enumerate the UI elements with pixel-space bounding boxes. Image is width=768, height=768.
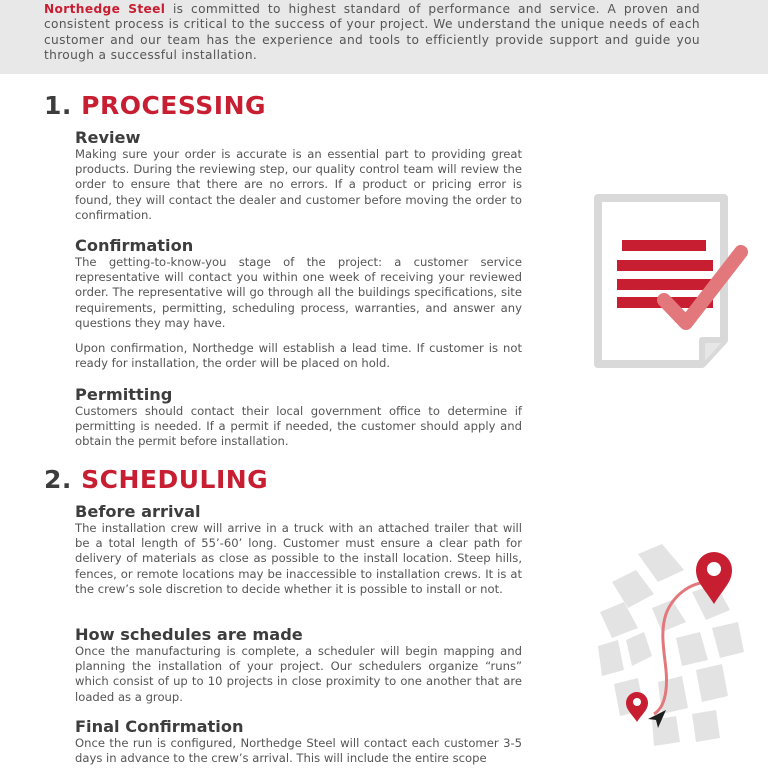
- final-confirmation-block: [75, 718, 522, 766]
- route-map-icon: [592, 542, 752, 752]
- section-number: 1.: [44, 91, 72, 120]
- before-arrival-block: [75, 503, 522, 597]
- how-schedules-body: Once the manufacturing is complete, a scheduler will begin mapping and planning the installation of your project. Our schedulers organize “runs” which consist of up to 10 projects in close proximity to one another that are loaded as a group.: [75, 644, 522, 704]
- confirmation-block: [75, 237, 522, 371]
- permitting-body: Customers should contact their local government office to determine if permitting is needed. If a permit if needed, the customer should apply and obtain the permit before installation.: [75, 404, 522, 449]
- review-heading: Review: [75, 128, 141, 147]
- before-arrival-body: The installation crew will arrive in a truck with an attached trailer that will be a total length of 55’-60’ long. Customer must ensure a clear path for delivery of materials as close as possible to the install location. Steep hills, fences, or remote locations may be inaccessible to installation crews. It is at the crew’s sole discretion to decide whether it is possible to install or not.: [75, 521, 522, 596]
- review-block: [75, 129, 522, 223]
- final-confirmation-body: Once the run is configured, Northedge Steel will contact each customer 3-5 days in advance to the crew’s arrival. This will include the entire scope: [75, 736, 522, 766]
- intro-banner: [0, 0, 768, 74]
- section-number: 2.: [44, 465, 72, 494]
- section-heading-scheduling: [44, 465, 268, 495]
- intro-text: is committed to highest standard of performance and service. A proven and consistent process is critical to the success of your project. We understand the unique needs of each customer and our team has the experience and tools to efficiently provide support and guide you through a successful installation.: [44, 2, 700, 63]
- section-title: SCHEDULING: [81, 465, 269, 494]
- confirmation-heading: Confirmation: [75, 236, 194, 255]
- final-confirmation-heading: Final Confirmation: [75, 717, 244, 736]
- permitting-heading: Permitting: [75, 385, 173, 404]
- section-heading-processing: [44, 91, 266, 121]
- how-schedules-block: [75, 626, 522, 705]
- checklist-document-icon: [590, 192, 760, 372]
- intro-paragraph: [44, 2, 700, 64]
- confirmation-body-2: Upon confirmation, Northedge will establish a lead time. If customer is not ready for installation, the order will be placed on hold.: [75, 341, 522, 371]
- confirmation-body: The getting-to-know-you stage of the project: a customer service representative will contact you within one week of receiving your reviewed order. The representative will go through all the buildings specifications, site requirements, permitting, scheduling process, warranties, and answer any questions they may have.: [75, 255, 522, 330]
- review-body: Making sure your order is accurate is an essential part to providing great products. During the reviewing step, our quality control team will review the order to ensure that there are no errors. If a product or pricing error is found, they will contact the dealer and customer before moving the order to confirmation.: [75, 147, 522, 222]
- before-arrival-heading: Before arrival: [75, 502, 201, 521]
- how-schedules-heading: How schedules are made: [75, 625, 303, 644]
- section-title: PROCESSING: [81, 91, 267, 120]
- brand-name: Northedge Steel: [44, 2, 166, 16]
- permitting-block: [75, 386, 522, 450]
